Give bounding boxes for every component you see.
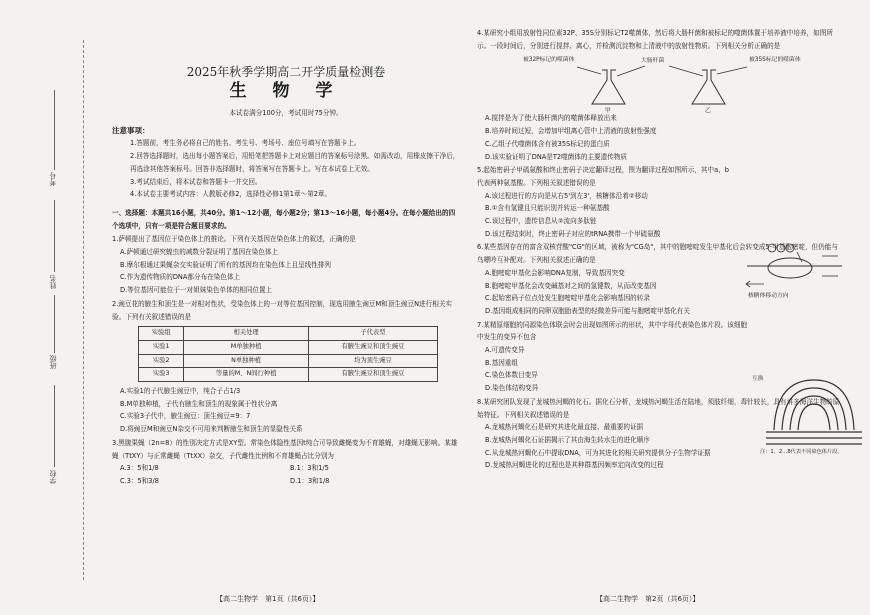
question-7-stem: 7.某精原细胞的同源染色体联会时会出现如图所示的形状，其中字母代表染色体片段。该细胞中发生的变异不包含	[477, 320, 748, 342]
flask-yi-icon	[692, 70, 725, 104]
crossover-label: 互换	[752, 376, 764, 382]
question-7-option-a[interactable]: A.可遗传变异	[485, 346, 525, 355]
binding-margin	[8, 40, 100, 580]
question-7-option-c[interactable]: C.染色体数目变异	[485, 371, 538, 380]
pointer-line	[669, 66, 703, 76]
note-item: 1.答题前，考生务必将自己的姓名、考生号、考场号、座位号填写在答题卡上。	[130, 139, 361, 148]
question-1-option-b[interactable]: B.摩尔根通过果蝇杂交实验证明了所有的基因均在染色体上且呈线性排列	[120, 260, 332, 269]
question-2-option-c[interactable]: C.实验3子代中，腋生豌豆：顶生豌豆=9：7	[120, 412, 251, 421]
table-cell: 实验3	[139, 368, 184, 382]
table-cell: 实验2	[139, 354, 184, 368]
table-header-row	[139, 327, 438, 341]
question-5-option-b[interactable]: B.①含有氢键且只能识别并转运一种氨基酸	[485, 204, 610, 213]
chromosome-loop-inner	[790, 396, 838, 430]
exam-title: 2025年秋季学期高二开学质量检测卷	[186, 65, 386, 79]
experiment-table	[138, 326, 438, 382]
question-6-option-b[interactable]: B.胞嘧啶甲基化会改变碱基对之间的氢键数，从而改变基因	[485, 281, 657, 290]
direction-arrow-icon	[746, 281, 764, 287]
question-8-option-c[interactable]: C.从龙城热河蝎化石中提取DNA，可为其进化的相关研究提供分子生物学证据	[485, 448, 711, 457]
question-1-option-c[interactable]: C.作为遗传物质的DNA都分布在染色体上	[120, 273, 241, 282]
chromosome-loop-core	[798, 404, 830, 430]
school-field[interactable]	[54, 385, 55, 467]
note-item: 3.考试结束后，将本试卷和答题卡一并交回。	[130, 177, 262, 186]
question-6-option-a[interactable]: A.胞嘧啶甲基化会影响DNA复制，导致基因突变	[485, 268, 625, 277]
table-row	[139, 340, 438, 354]
question-3-option-b[interactable]: B.1：3和1/5	[290, 464, 329, 473]
question-3-options-row-2	[112, 475, 460, 488]
question-8-stem: 8.某研究团队发现了龙城热河蝎的化石。据化石分析，龙城热河蝎生活在陆地，须肢纤细，毒针较长，具有讲多海洋生物的原始特征。下列相关叙述错误的是	[477, 397, 840, 419]
question-4-option-c[interactable]: C.乙组子代噬菌体含有被35S标记的蛋白质	[485, 139, 610, 148]
question-3-options-row-1	[112, 462, 460, 475]
amino-acid-c	[786, 244, 794, 252]
fig-label-jia: 甲	[605, 108, 611, 115]
question-4-figure	[477, 52, 843, 115]
question-8-option-a[interactable]: A.龙城热河蝎化石是研究其进化最直接、最重要的证据	[485, 423, 644, 432]
question-3-option-c[interactable]: C.3：5和3/8	[120, 476, 159, 485]
class-label: 班级	[49, 355, 57, 369]
question-6-stem: 6.某些基因存在的富含双核苷酸"CG"的区域，被称为"CG岛"，其中的胞嘧啶发生甲基化后会转变成5-甲基胞嘧啶，但仍能与鸟嘌呤互补配对。下列相关叙述正确的是	[477, 243, 838, 265]
question-5-option-a[interactable]: A.该过程进行的方向是从右5'到左3'，核糖体沿着②移动	[485, 191, 648, 200]
exam-no-label: 考号	[49, 172, 57, 186]
subject-title: 生 物 学	[229, 81, 343, 101]
table-row	[139, 368, 438, 382]
section-heading: 一、选择题：本题共16小题，共40分。第1～12小题，每小题2分；第13～16小题，每小题4分。在每小题给出的四个选项中，只有一项是符合题目要求的。	[112, 208, 456, 230]
fig-label-yi: 乙	[705, 108, 711, 115]
pointer-line	[577, 67, 601, 74]
score-info: 本试卷满分100分，考试用时75分钟。	[229, 109, 343, 117]
question-1-option-a[interactable]: A.萨顿通过研究蝗虫的减数分裂证明了基因在染色体上	[120, 248, 279, 257]
fig-label-32p: 被32P标记的噬菌体	[523, 57, 575, 64]
question-6-option-d[interactable]: D.基因组成相同的同卵双胞胎表型的轻微差异可能与胞嘧啶甲基化有关	[485, 306, 690, 315]
table-cell: 等量的M、N间行种植	[184, 368, 308, 382]
question-5-stem: 5.起始密码子甲硫氨酸和终止密码子决定翻译过程，图为翻译过程如图所示，其中a、b代表两种氨基酸。下列相关叙述错误的是	[477, 166, 729, 187]
question-7-option-b[interactable]: B.基因重组	[485, 358, 518, 367]
page-1	[112, 26, 460, 488]
class-field[interactable]	[54, 295, 55, 353]
table-cell: M单独种植	[184, 340, 308, 354]
question-1-option-d[interactable]: D.等位基因可能位于一对姐妹染色单体的相同位置上	[120, 286, 273, 295]
pointer-line	[717, 67, 747, 74]
notes-heading: 注意事项：	[112, 125, 150, 135]
ribosome-diagram	[742, 242, 852, 292]
amino-acid-a	[768, 244, 776, 252]
chromosome-loop-diagram	[766, 370, 862, 448]
table-cell: 有腋生豌豆和顶生豌豆	[308, 368, 437, 382]
school-label: 学校	[49, 470, 57, 484]
page-1-footer: 【高二生物学 第1页（共6页）】	[216, 595, 320, 603]
question-6-option-c[interactable]: C.起始密码子位点处发生胞嘧啶甲基化会影响基因的转录	[485, 294, 650, 303]
translation-figure	[742, 242, 852, 300]
question-4-option-a[interactable]: A.搅拌是为了使大肠杆菌内的噬菌体释放出来	[485, 114, 617, 123]
note-item: 4.本试卷主要考试内容：人教版必修2，选择性必修1第1章～第2章。	[130, 190, 332, 199]
question-8-option-d[interactable]: D.龙城热河蝎进化的过程也是其种群基因频率定向改变的过程	[485, 461, 664, 470]
synapsis-figure	[752, 370, 862, 460]
table-header-cell: 实验组	[139, 327, 184, 341]
note-item: 2.回答选择题时，选出每小题答案后，用铅笔把答题卡上对应题目的答案标号涂黑。如需改动，用橡皮擦干净后，再选涂其他答案标号。回答非选择题时，将答案写在答题卡上。写在本试卷上无效。	[130, 152, 460, 173]
table-row	[139, 354, 438, 368]
name-label: 姓名	[49, 275, 57, 289]
table-cell: 有腋生豌豆和顶生豌豆	[308, 340, 437, 354]
table-cell: 实验1	[139, 340, 184, 354]
exam-no-field[interactable]	[54, 90, 55, 170]
question-4-stem: 4.某研究小组用放射性同位素32P、35S分别标记T2噬菌体，然后将大肠杆菌和被标记的噬菌体置于培养液中培养，如图所示。一段时间后，分别进行搅拌、离心，并检测沉淀物和上清液中的放射性物质。下列相关分析正确的是	[477, 29, 833, 50]
amino-acid-b	[777, 244, 785, 252]
table-header-cell: 相关处理	[184, 327, 308, 341]
question-5-option-d[interactable]: D.该过程结束时，终止密码子对应的tRNA携带一个甲硫氨酸	[485, 229, 661, 238]
question-7-option-d[interactable]: D.染色体结构变异	[485, 384, 539, 393]
question-4-option-d[interactable]: D.该实验证明了DNA是T2噬菌体的主要遗传物质	[485, 152, 628, 161]
name-field[interactable]	[54, 200, 55, 272]
chromosome-loop-mid	[782, 388, 846, 430]
fig-label-ecoli: 大肠杆菌	[641, 58, 665, 65]
question-2-option-d[interactable]: D.将豌豆M和豌豆N杂交不可用来判断腋生和顶生的显隐性关系	[120, 425, 303, 434]
table-header-cell: 子代表型	[308, 327, 437, 341]
cut-line	[83, 40, 85, 580]
page-2-footer: 【高二生物学 第2页（共6页）】	[596, 595, 700, 603]
synapsis-caption: 注：1、2…8代表不同染色体片段。	[760, 449, 843, 455]
ribosome-icon	[768, 258, 812, 278]
question-3-option-d[interactable]: D.1：3和1/8	[290, 476, 330, 485]
question-2-stem: 2.豌豆花的腋生和顶生是一对相对性状，受染色体上的一对等位基因控制，现选用腋生豌豆M和顶生豌豆N进行相关实验。下列有关叙述错误的是	[112, 299, 453, 321]
question-3-option-a[interactable]: A.3：5和1/8	[120, 464, 159, 473]
question-5-option-c[interactable]: C.该过程中，遗传信息从②流向多肽链	[485, 217, 597, 226]
question-2-option-b[interactable]: B.M单独种植，子代有腋生和顶生的现象属于性状分离	[120, 399, 278, 408]
trna-icon	[797, 252, 802, 262]
ribosome-direction-caption: 核糖体移动方向	[748, 293, 789, 299]
table-cell: 均为顶生豌豆	[308, 354, 437, 368]
question-4-option-b[interactable]: B.培养时间过短，会增加甲组离心管中上清液的放射性强度	[485, 127, 657, 136]
table-cell: N单独种植	[184, 354, 308, 368]
question-2-option-a[interactable]: A.实验1的子代腋生豌豆中，纯合子占1/3	[120, 387, 241, 396]
fig-label-35s: 被35S标记的噬菌体	[749, 57, 801, 64]
question-3-stem: 3.黑腹果蝇（2n=8）的性别决定方式是XY型。常染色体隐性基因t纯合可导致雌蝇变为不育雄蝇，对雄蝇无影响。某雄蝇（TtXY）与正常雌蝇（TtXX）杂交，子代雌性比例和不育雄蝇占比分别为	[112, 438, 458, 460]
question-1-stem: 1.萨顿提出了基因位于染色体上的推论。下列有关基因在染色体上的叙述，正确的是	[112, 235, 356, 244]
question-8-option-b[interactable]: B.龙城热河蝎化石证据揭示了其由海生转水生的进化顺序	[485, 435, 650, 444]
